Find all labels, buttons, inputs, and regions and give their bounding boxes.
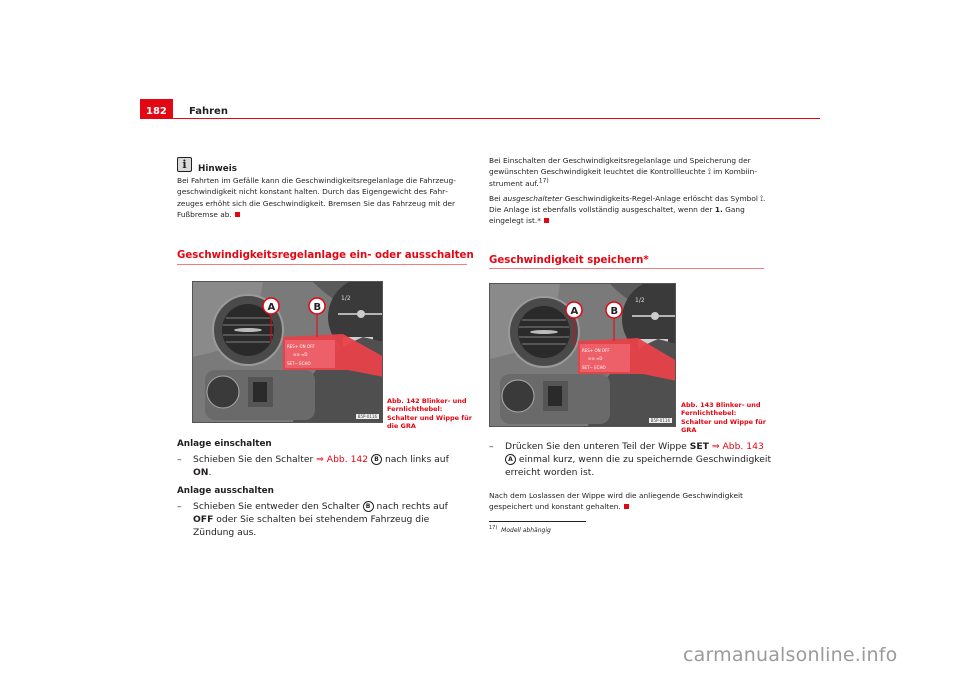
note-body bbox=[177, 175, 469, 220]
section-rule-1 bbox=[177, 264, 467, 265]
figure-142-caption: Abb. 142 Blinker- und Fernlichthebel: Schalter und Wippe für die GRA bbox=[387, 397, 472, 431]
figure-142 bbox=[192, 281, 383, 423]
p2-italic: ausgeschalteter bbox=[503, 193, 563, 203]
text: Schieben Sie entweder den Schalter bbox=[193, 501, 363, 512]
header-rule bbox=[140, 118, 820, 119]
p2-text-after: . Die Anlage ist ebenfalls vollständig ausgeschaltet, wenn der bbox=[489, 193, 766, 215]
on-step-text bbox=[193, 453, 469, 479]
chapter-title: Fahren bbox=[189, 106, 228, 117]
dash: – bbox=[489, 441, 494, 452]
on-label: ON bbox=[193, 467, 209, 478]
text: Schieben Sie den Schalter bbox=[193, 454, 317, 465]
text: nach links auf bbox=[382, 454, 449, 465]
cruise-control-icon: ⟟ bbox=[707, 167, 711, 177]
page-number: 182 bbox=[146, 106, 167, 117]
image-code: B5P-0116 bbox=[650, 418, 670, 423]
set-label: SET bbox=[689, 441, 709, 452]
image-code: B5P-0116 bbox=[357, 414, 377, 419]
end-mark-icon bbox=[544, 218, 549, 223]
callout-a: A bbox=[267, 302, 276, 313]
end-mark-icon bbox=[235, 212, 240, 217]
p2-prefix: Bei bbox=[489, 193, 504, 203]
note-title: Hinweis bbox=[198, 163, 237, 174]
cruise-control-icon: ⟟ bbox=[760, 193, 764, 203]
section1-instructions bbox=[177, 438, 469, 539]
p2-text: Geschwindigkeits-Regel-Anlage erlöscht das Symbol bbox=[562, 193, 761, 203]
set-step bbox=[489, 440, 774, 479]
off-label: OFF bbox=[193, 514, 214, 525]
callout-b: B bbox=[313, 302, 322, 313]
text: . bbox=[208, 467, 212, 478]
svg-text:⊖⊖ ≡D: ⊖⊖ ≡D bbox=[588, 356, 603, 361]
figure-link-142[interactable]: ⇒ Abb. 142 bbox=[316, 454, 369, 465]
footnote-text: Modell abhängig bbox=[501, 527, 551, 534]
section2-paragraph bbox=[489, 490, 769, 513]
on-step bbox=[177, 453, 469, 479]
section-rule-2 bbox=[489, 268, 764, 269]
svg-text:RES+ ON OFF: RES+ ON OFF bbox=[582, 348, 610, 353]
callout-a: A bbox=[570, 306, 579, 317]
svg-text:SET− ECHO: SET− ECHO bbox=[582, 365, 606, 370]
on-heading: Anlage einschalten bbox=[177, 439, 272, 449]
set-step-text bbox=[505, 440, 774, 479]
note-header bbox=[177, 157, 237, 172]
callout-b-ref: B bbox=[371, 454, 382, 465]
section-heading-1: Geschwindigkeitsregelanlage ein- oder ausschalten bbox=[177, 250, 474, 261]
svg-text:⊖⊖ ≡D: ⊖⊖ ≡D bbox=[293, 352, 308, 357]
svg-text:1/2: 1/2 bbox=[635, 297, 645, 304]
info-icon: i bbox=[177, 157, 192, 172]
intro-text: Bei Einschalten der Geschwindigkeitsregelanlage und Speicherung der gewünschten Geschwindigkeit leuchtet die Kontrollleuchte bbox=[489, 156, 751, 177]
svg-text:SET− ECHO: SET− ECHO bbox=[287, 361, 311, 366]
text: einmal kurz, wenn die zu speichernde Geschwindigkeit erreicht worden ist. bbox=[505, 454, 772, 478]
section-heading-2: Geschwindigkeit speichern* bbox=[489, 255, 649, 266]
footnote-ref[interactable]: 17) bbox=[538, 177, 549, 185]
end-mark-icon bbox=[624, 504, 629, 509]
figure-143-caption: Abb. 143 Blinker- und Fernlichthebel: Schalter und Wippe für GRA bbox=[681, 401, 766, 435]
callout-b: B bbox=[610, 306, 619, 317]
note-text: Bei Fahrten im Gefälle kann die Geschwindigkeitsregelanlage die Fahrzeuggeschwindigkeit nicht konstant halten. Durch das Eigengewicht des Fahrzeuges erhöht sich die Geschwindigkeit. Bremsen Sie das Fahrzeug mit der Fußbremse ab. bbox=[177, 176, 456, 219]
footnote bbox=[489, 527, 551, 534]
footnote-rule bbox=[489, 521, 586, 522]
text: oder Sie schalten bei stehendem Fahrzeug die Zündung aus. bbox=[193, 514, 430, 538]
dash: – bbox=[177, 501, 182, 512]
figure-link-143[interactable]: ⇒ Abb. 143 bbox=[708, 441, 764, 452]
figure-143 bbox=[489, 283, 676, 427]
svg-text:RES+ ON OFF: RES+ ON OFF bbox=[287, 344, 315, 349]
steering-lever-illustration bbox=[193, 282, 383, 423]
footnote-number: 17) bbox=[489, 525, 498, 531]
callout-a-ref: A bbox=[505, 454, 516, 465]
intro-paragraph-2 bbox=[489, 193, 767, 227]
svg-text:1/2: 1/2 bbox=[341, 295, 351, 302]
callout-b-ref: B bbox=[363, 501, 374, 512]
intro-text-after: im Kombiinstrument auf. bbox=[489, 167, 758, 188]
dash: – bbox=[177, 454, 182, 465]
watermark: carmanualsonline.info bbox=[683, 644, 898, 666]
p2-bold: 1. bbox=[714, 205, 723, 215]
intro-paragraph-1 bbox=[489, 155, 767, 189]
section2-instructions bbox=[489, 440, 774, 479]
off-heading: Anlage ausschalten bbox=[177, 486, 274, 496]
paragraph-text: Nach dem Loslassen der Wippe wird die anliegende Geschwindigkeit gespeichert und konstant gehalten. bbox=[489, 491, 743, 512]
intro-paragraphs bbox=[489, 155, 767, 227]
p2-end: Gang eingelegt ist.* bbox=[489, 205, 745, 226]
off-step-text bbox=[193, 500, 469, 539]
text: nach rechts auf bbox=[373, 501, 448, 512]
steering-lever-illustration bbox=[490, 284, 676, 427]
off-step bbox=[177, 500, 469, 539]
text: Drücken Sie den unteren Teil der Wippe bbox=[505, 441, 690, 452]
